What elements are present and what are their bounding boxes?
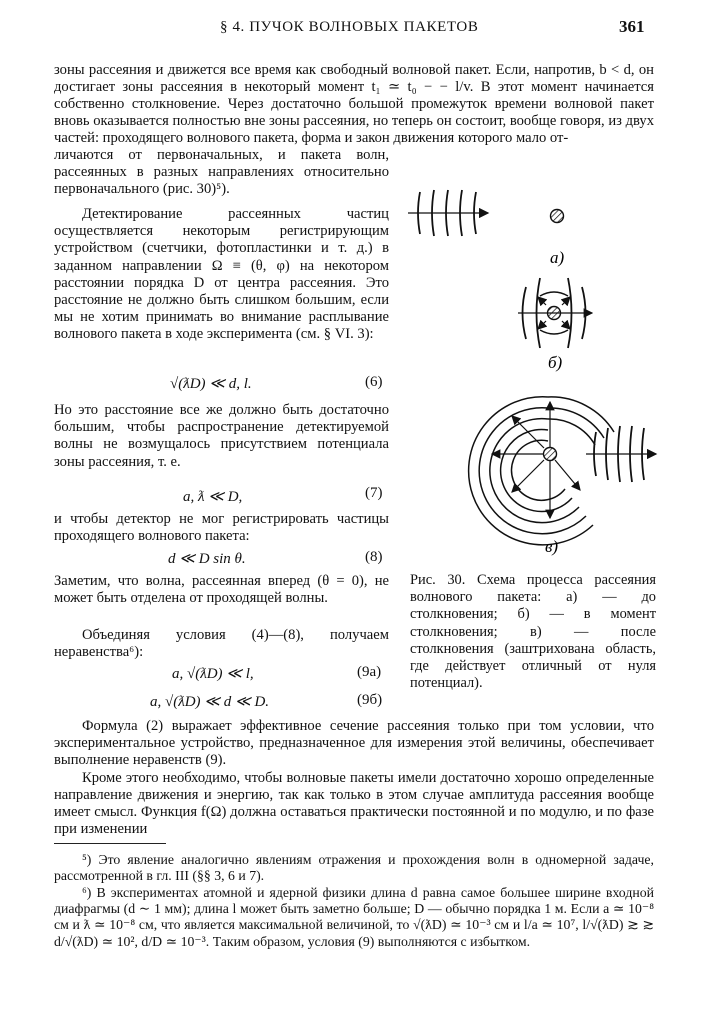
equation-7-number: (7) (365, 485, 383, 501)
equation-6: √(ƛD) ≪ d, l. (170, 376, 252, 392)
figure-panel-c (469, 397, 656, 556)
equation-8: d ≪ D sin θ. (168, 551, 246, 567)
equation-9b: a, √(ƛD) ≪ d ≪ D. (150, 694, 270, 710)
equation-9a: a, √(ƛD) ≪ l, (172, 666, 254, 682)
paragraph-detection: Детектирование рассеянных частиц осуществляется некоторым регистрирующим устройством (счетчики, фотопластинки и т. д.) в заданном направлении Ω ≡ (θ, φ) на некотором расстоянии порядка D от центра рассеяния. Это расстояние не должно быть слишком большим, если мы не хотим принимать во внимание расплывание волнового пакета в ходе эксперимента (см. § VI. 3): (54, 206, 389, 343)
paragraph-top-continued: личаются от первоначальных, и пакета волн, рассеянных в разных направлениях относительно первоначального (рис. 30)⁵). (54, 147, 389, 198)
figure-panel-b (518, 278, 592, 372)
figure-panel-a (408, 190, 565, 267)
equation-6-number: (6) (365, 374, 383, 390)
page-number: 361 (619, 17, 645, 36)
scattering-center-c (544, 448, 557, 461)
equation-9a-number: (9а) (357, 664, 382, 680)
paragraph-formula: Формула (2) выражает эффективное сечение рассеяния только при том условии, что экспериментальное устройство, предназначенное для измерения этой величины, обеспечивает выполнение неравенств (9). (54, 718, 654, 768)
running-header-title: § 4. ПУЧОК ВОЛНОВЫХ ПАКЕТОВ (220, 19, 479, 35)
paragraph-but: Но это расстояние все же должно быть достаточно большим, чтобы распространение детектируемой волны не возмущалось присутствием потенциала зоны рассеяния, т. е. (54, 402, 389, 470)
footnote-5: ⁵) Это явление аналогично явлениям отражения и прохождения волн в одномерной задаче, рассмотренной в гл. III (§§ 3, 6 и 7). (54, 852, 654, 884)
equation-9b-number: (9б) (357, 692, 383, 708)
paragraph-combine: Объединяя условия (4)—(8), получаем неравенства⁶): (54, 627, 389, 661)
footnote-divider (54, 843, 166, 844)
paragraph-note: Заметим, что волна, рассеянная вперед (θ = 0), не может быть отделена от проходящей волны. (54, 573, 389, 607)
paragraph-besides: Кроме этого необходимо, чтобы волновые пакеты имели достаточно хорошо определенные направление движения и энергию, так как только в этом случае амплитуда рассеяния вообще имеет смысл. Функция f(Ω) должна оставаться практически постоянной и по модулю, и по фазе при изменении (54, 770, 654, 837)
paragraph-top: зоны рассеяния и движется все время как свободный волновой пакет. Если, напротив, b < d, он достигает зоны рассеяния в некоторый момент t₁ ≃ t₀ − − l/v. В этот момент начинается собственно столкновение. Через достаточно большой промежуток времени волновой пакет вновь оказывается полностью вне зоны рассеяния, но теперь он состоит, вообще говоря, из двух частей: проходящего волнового пакета, форма и закон движения которого мало от- (54, 62, 654, 146)
paragraph-detector: и чтобы детектор не мог регистрировать частицы проходящего волнового пакета: (54, 511, 389, 545)
figure-label-c: в) (545, 537, 559, 556)
equation-7: a, ƛ ≪ D, (183, 489, 243, 505)
footnote-6: ⁶) В экспериментах атомной и ядерной физики длина d равна самое большее ширине входной диафрагмы (d ∼ 1 мм); длина l может быть заметно больше; D — обычно порядка 1 м. Если a ≃ 10⁻⁸ см и ƛ ≃ 10⁻⁸ см, что является максимальной величиной, то √(ƛD) ≃ 10⁻³ см и l/a ≃ 10⁷, l/√(ƛD) ≳ ≳ d/√(ƛD) ≃ 10², d/D ≃ 10⁻³. Таким образом, условия (9) выполняются с избытком. (54, 885, 654, 949)
figure-label-a: а) (550, 248, 565, 267)
figure-label-b: б) (548, 353, 563, 372)
scattering-center-a (551, 210, 564, 223)
figure-caption: Рис. 30. Схема процесса рассеяния волнового пакета: а) — до столкновения; б) — в момент столкновения; в) — после столкновения (заштрихована область, где действует отличный от нуля потенциал). (410, 572, 656, 692)
figure-30 (400, 170, 660, 565)
equation-8-number: (8) (365, 549, 383, 565)
